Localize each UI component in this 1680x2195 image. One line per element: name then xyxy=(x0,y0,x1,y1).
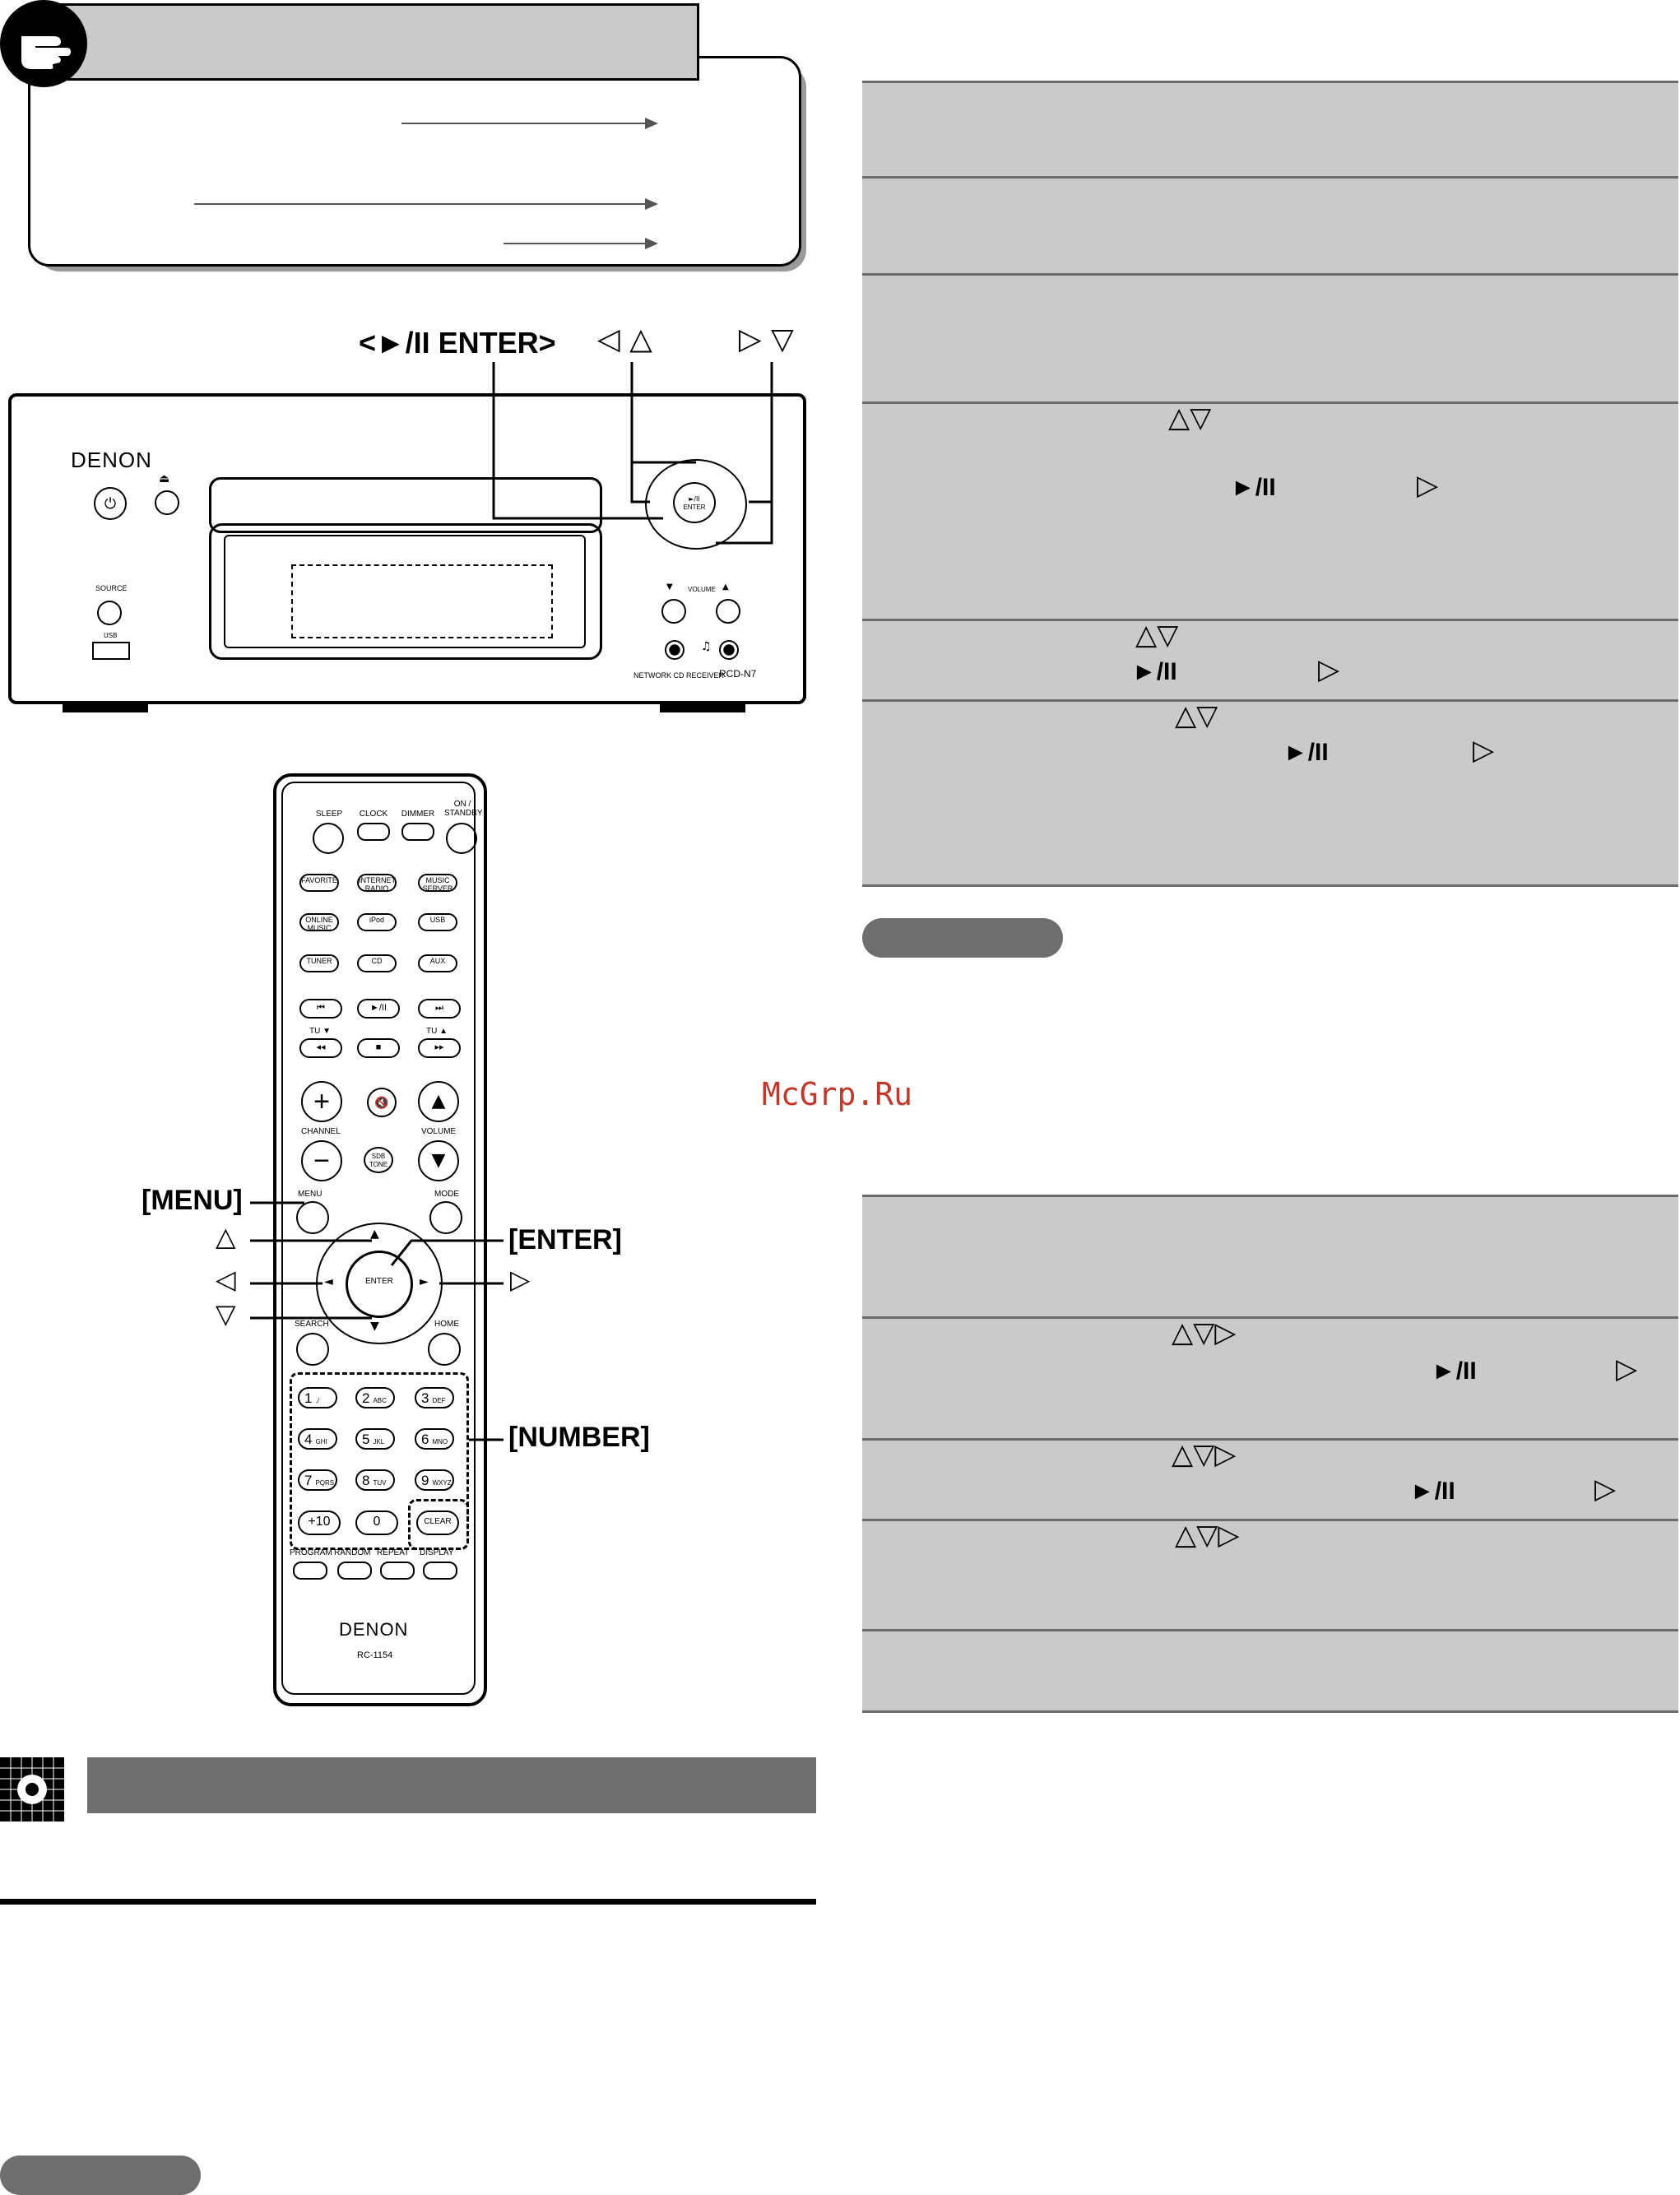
unit-model-label: NETWORK CD RECEIVER xyxy=(633,671,725,680)
t2-row4-arrows-icon: △▽▷ xyxy=(1175,1519,1240,1552)
num-key-digit: 1 xyxy=(304,1390,313,1406)
section-divider xyxy=(0,1899,816,1905)
headphone-icon: ♫ xyxy=(701,640,712,653)
table1-row-1 xyxy=(862,81,1678,177)
eject-icon: ⏏ xyxy=(159,472,170,485)
search-label: SEARCH xyxy=(295,1320,329,1329)
num-key-letters: TUV xyxy=(373,1479,387,1487)
row5-play-pause-icon: ►/II xyxy=(1132,658,1177,685)
table2-row-5 xyxy=(862,1629,1678,1713)
watermark: McGrp.Ru xyxy=(762,1076,913,1112)
num-key-letters: GHI xyxy=(315,1438,327,1446)
remote-tu-down-label: TU ▼ xyxy=(309,1027,332,1036)
num-key-letters: MNO xyxy=(432,1438,448,1446)
row4-up-down-icon: △▽ xyxy=(1168,401,1212,434)
label-menu: [MENU] xyxy=(142,1185,243,1216)
remote-btn-ipod[interactable]: iPod xyxy=(357,913,397,931)
remote-transport1-2[interactable]: ⏭ xyxy=(418,999,461,1019)
row5-up-down-icon: △▽ xyxy=(1135,619,1179,652)
remote-volume-label: VOLUME xyxy=(421,1127,457,1136)
num-key-letters: PQRS xyxy=(315,1479,335,1487)
remote-btn-repeat[interactable] xyxy=(380,1562,415,1580)
usb-label: USB xyxy=(104,632,118,639)
cursor-right-icon: ► xyxy=(420,1275,429,1288)
remote-btn-online-music[interactable]: ONLINE MUSIC xyxy=(299,913,339,931)
cursor-left-icon: ◄ xyxy=(324,1275,333,1288)
row4-right-icon: ▷ xyxy=(1417,469,1439,502)
remote-label-3: ON / STANDBY xyxy=(444,800,483,818)
remote-transport2-2[interactable]: ▸▸ xyxy=(418,1038,461,1058)
num-key-digit: 6 xyxy=(421,1432,429,1447)
remote-btn-music-server[interactable]: MUSIC SERVER xyxy=(418,874,457,892)
remote-transport1-0[interactable]: ⏮ xyxy=(299,999,342,1019)
label-up-arrow: △ xyxy=(216,1221,236,1252)
t2-row3-right-icon: ▷ xyxy=(1594,1473,1617,1506)
remote-transport2-0[interactable]: ◂◂ xyxy=(299,1038,342,1058)
home-label: HOME xyxy=(434,1320,459,1329)
channel-down-button[interactable]: − xyxy=(301,1140,342,1181)
table1-row-5 xyxy=(862,619,1678,700)
num-key-letters: JKL xyxy=(373,1438,385,1446)
label-play-enter: <►/II ENTER> xyxy=(359,326,556,360)
remote-brand: DENON xyxy=(339,1619,409,1640)
menu-label: MENU xyxy=(298,1190,323,1199)
table1-row-4 xyxy=(862,401,1678,620)
remote-bottom-label-3: DISPLAY xyxy=(420,1548,454,1557)
remote-label-1: CLOCK xyxy=(359,810,388,819)
label-down-arrow: ▽ xyxy=(216,1298,236,1330)
num-key-digit: 8 xyxy=(362,1473,370,1488)
mute-button[interactable]: 🔇 xyxy=(367,1088,397,1117)
remote-btn-favorite[interactable]: FAVORITE xyxy=(299,874,339,892)
mode-label: MODE xyxy=(434,1190,459,1199)
remote-transport2-1[interactable]: ■ xyxy=(357,1038,400,1058)
row6-up-down-icon: △▽ xyxy=(1175,699,1218,732)
unit-brand: DENON xyxy=(71,448,152,472)
power-icon: ⏻ xyxy=(104,495,117,513)
volume-up-icon: ▲ xyxy=(722,582,729,592)
num-key-digit: 2 xyxy=(362,1390,370,1406)
remote-btn-program[interactable] xyxy=(293,1562,327,1580)
num-key-letters: ./ xyxy=(315,1397,319,1404)
table2-row-2 xyxy=(862,1316,1678,1439)
remote-btn-random[interactable] xyxy=(337,1562,372,1580)
row5-right-icon: ▷ xyxy=(1318,653,1340,686)
remote-btn-aux[interactable]: AUX xyxy=(418,954,457,972)
num-key-digit: 9 xyxy=(421,1473,429,1488)
remote-btn-display[interactable] xyxy=(423,1562,457,1580)
clear-key[interactable]: CLEAR xyxy=(416,1511,459,1535)
label-right-down: ▷ ▽ xyxy=(739,323,794,356)
table2-row-3 xyxy=(862,1438,1678,1520)
volume-up-button-remote[interactable]: ▲ xyxy=(418,1081,459,1122)
num-key-letters: WXYZ xyxy=(432,1479,452,1487)
plus10-key[interactable]: +10 xyxy=(298,1511,341,1535)
row4-play-pause-icon: ►/II xyxy=(1231,474,1276,501)
label-left-up: ◁ △ xyxy=(597,323,652,356)
remote-leader-lines xyxy=(0,0,823,1481)
row6-right-icon: ▷ xyxy=(1473,734,1495,767)
volume-label: VOLUME xyxy=(688,586,716,593)
sdb-tone-button[interactable]: SDB TONE xyxy=(364,1147,393,1173)
t2-row3-arrows-icon: △▽▷ xyxy=(1172,1438,1237,1471)
table2-row-1 xyxy=(862,1195,1678,1317)
t2-row2-arrows-icon: △▽▷ xyxy=(1172,1316,1237,1349)
num-key-digit: 4 xyxy=(304,1432,313,1447)
unit-enter-label: ENTER xyxy=(683,504,706,511)
remote-label-2: DIMMER xyxy=(401,810,435,819)
num-key-letters: DEF xyxy=(432,1397,446,1404)
remote-tu-up-label: TU ▲ xyxy=(426,1027,448,1036)
label-enter: [ENTER] xyxy=(508,1224,622,1255)
channel-up-button[interactable]: + xyxy=(301,1081,342,1122)
bottom-pill xyxy=(0,2156,201,2195)
label-right-arrow: ▷ xyxy=(510,1264,531,1295)
remote-bottom-label-0: PROGRAM xyxy=(290,1548,332,1557)
label-left-arrow: ◁ xyxy=(216,1264,236,1295)
note-pill xyxy=(862,918,1063,958)
remote-label-0: SLEEP xyxy=(315,810,343,819)
channel-label: CHANNEL xyxy=(301,1127,341,1136)
row6-play-pause-icon: ►/II xyxy=(1283,739,1329,766)
zero-key[interactable]: 0 xyxy=(355,1511,398,1535)
t2-row2-right-icon: ▷ xyxy=(1616,1353,1638,1385)
unit-model-number: RCD-N7 xyxy=(719,668,757,680)
num-key-letters: ABC xyxy=(373,1397,387,1404)
table1-row-2 xyxy=(862,176,1678,274)
cursor-down-icon: ▼ xyxy=(370,1320,379,1333)
remote-bottom-label-2: REPEAT xyxy=(377,1548,410,1557)
remote-btn-usb[interactable]: USB xyxy=(418,913,457,931)
label-number: [NUMBER] xyxy=(508,1422,650,1453)
source-label: SOURCE xyxy=(95,584,128,592)
table1-row-3 xyxy=(862,273,1678,402)
num-key-digit: 3 xyxy=(421,1390,429,1406)
remote-btn-cd[interactable]: CD xyxy=(357,954,397,972)
section-header-bar xyxy=(87,1757,816,1813)
remote-model: RC-1154 xyxy=(357,1650,393,1660)
t2-row3-play-pause-icon: ►/II xyxy=(1410,1478,1455,1505)
table1-row-6 xyxy=(862,699,1678,887)
num-key-digit: 7 xyxy=(304,1473,313,1488)
volume-down-icon: ▼ xyxy=(666,582,673,592)
unit-play-pause-icon: ►/II xyxy=(689,495,700,503)
settings-icon xyxy=(0,1757,64,1821)
remote-btn-tuner[interactable]: TUNER xyxy=(299,954,339,972)
table2-row-4 xyxy=(862,1519,1678,1630)
enter-button-label[interactable]: ENTER xyxy=(365,1277,393,1286)
cursor-up-icon: ▲ xyxy=(370,1227,379,1241)
remote-btn-internet-radio[interactable]: INTERNET RADIO xyxy=(357,874,397,892)
num-key-digit: 5 xyxy=(362,1432,370,1447)
remote-transport1-1[interactable]: ►/II xyxy=(357,999,400,1019)
remote-bottom-label-1: RANDOM xyxy=(334,1548,371,1557)
t2-row2-play-pause-icon: ►/II xyxy=(1432,1357,1477,1385)
volume-down-button-remote[interactable]: ▼ xyxy=(418,1140,459,1181)
